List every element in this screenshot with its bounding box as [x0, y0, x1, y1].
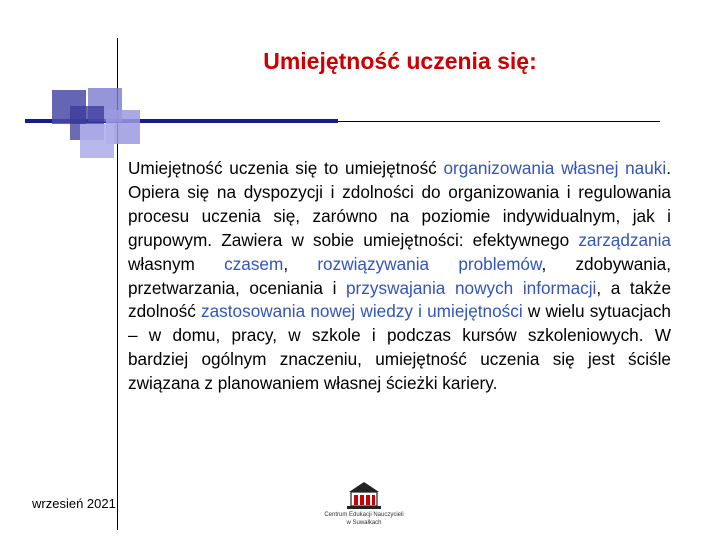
logo-name: Centrum Edukacji Nauczycieli: [324, 512, 404, 518]
highlighted-term: organizowania własnej nauki: [443, 158, 667, 178]
paragraph-text: , a także zdolność: [128, 277, 672, 322]
paragraph-text: w wielu sytuacjach – w domu, pracy, w szkole i podczas kursów szkoleniowych. W bardziej ogólnym znaczeniu, umiejętność uczenia się jest ściśle związana z planowaniem własnej ścieżki kariery.: [128, 301, 671, 394]
logo-subtext: w Suwałkach: [346, 520, 382, 526]
paragraph-text: własnym: [128, 253, 225, 274]
highlighted-term: czasem: [224, 253, 284, 274]
institution-logo: [313, 480, 415, 528]
paragraph-text: Umiejętność uczenia się to umiejętność: [128, 158, 444, 178]
highlighted-term: rozwiązywania problemów: [317, 253, 542, 274]
school-building-icon: [313, 480, 415, 512]
slide-title: Umiejętność uczenia się:: [263, 48, 537, 74]
footer-date: wrzesień 2021: [32, 496, 116, 511]
paragraph-text: . Opiera się na dyspozycji i zdolności do organizowania i regulowania procesu uczenia się, zarówno na poziomie indywidualnym, jak i grupowym. Zawiera w sobie umiejętności: efektywnego: [128, 158, 671, 250]
paragraph-text: , zdobywania, przetwarzania, oceniania i: [128, 253, 671, 298]
highlighted-term: przyswajania nowych informacji: [346, 277, 597, 298]
decorative-tiles: [50, 88, 150, 158]
highlighted-term: zastosowania nowej wiedzy i umiejętności: [201, 301, 523, 322]
paragraph-text: ,: [283, 253, 318, 274]
body-paragraph: [128, 157, 671, 396]
header-rule: [338, 121, 660, 122]
highlighted-term: zarządzania: [578, 229, 671, 250]
